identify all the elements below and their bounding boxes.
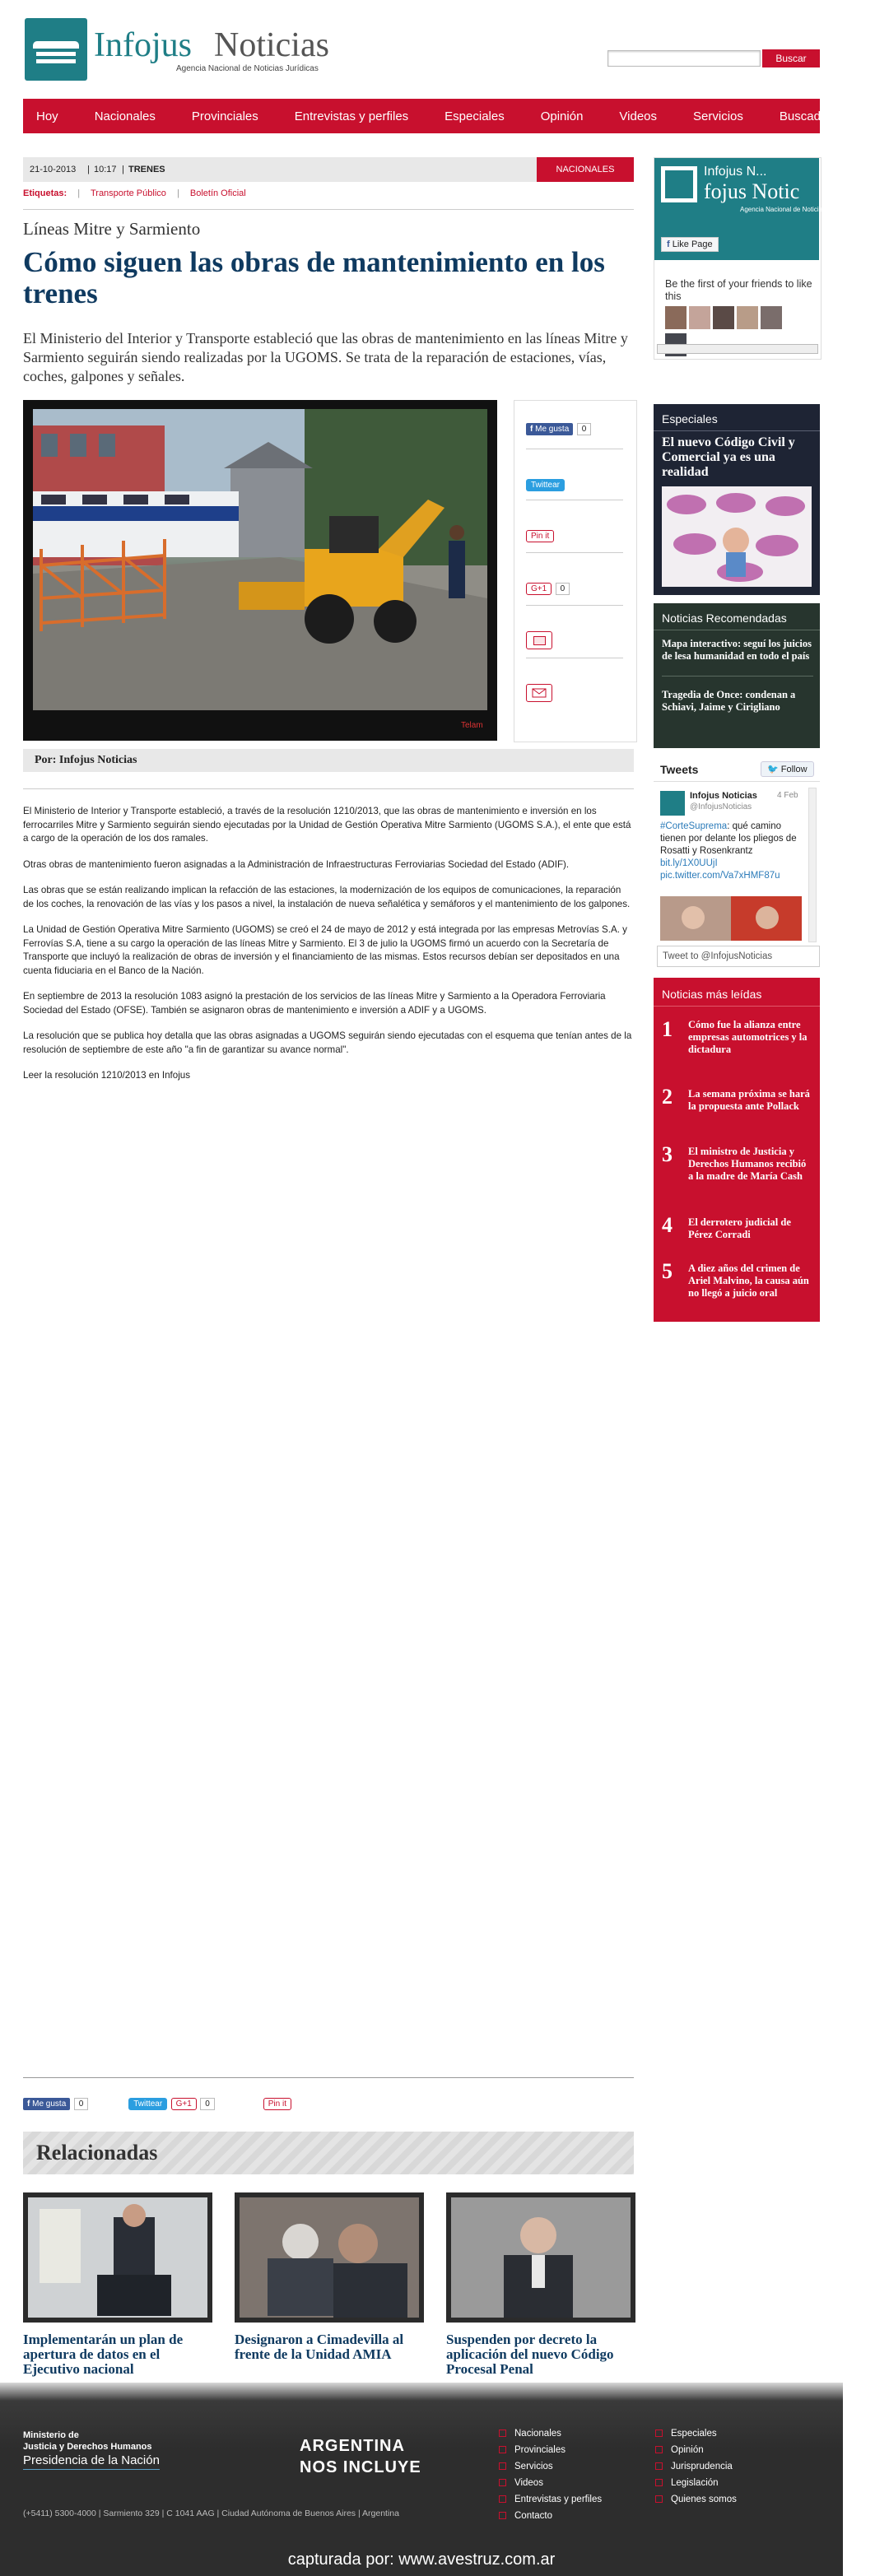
footer-link[interactable]: Contacto	[499, 2511, 552, 2521]
google-plus-count: 0	[556, 583, 570, 595]
email-icon[interactable]	[526, 684, 552, 702]
twitter-widget	[654, 755, 820, 972]
especiales-title[interactable]: El nuevo Código Civil y Comercial ya es una realidad	[662, 435, 795, 479]
facebook-cover[interactable]	[654, 158, 826, 260]
related-image[interactable]	[23, 2192, 212, 2323]
body-paragraph: Otras obras de mantenimiento fueron asignadas a la Administración de Infraestructuras Ferroviarias Sociedad del Estado (ADIF).	[23, 858, 570, 870]
footer-link[interactable]: Especiales	[655, 2429, 717, 2439]
site-footer	[0, 2383, 843, 2576]
article-category[interactable]: TRENES	[128, 165, 165, 174]
footer-ministry-line1: Ministerio de	[23, 2430, 79, 2440]
tweet-compose-input[interactable]: Tweet to @InfojusNoticias	[657, 946, 820, 967]
leida-item[interactable]: A diez años del crimen de Ariel Malvino, la causa aún no llegó a juicio oral	[688, 1262, 809, 1299]
especiales-label: Especiales	[662, 412, 718, 425]
recomendadas-widget	[654, 603, 820, 748]
tweet-avatar[interactable]	[660, 791, 685, 816]
photo-credit: Telam	[461, 721, 483, 730]
tweet-button[interactable]: Twittear	[128, 2098, 167, 2110]
facebook-faces	[665, 306, 805, 331]
like-page-button[interactable]: f Like Page	[661, 237, 719, 252]
tweet-link[interactable]: bit.ly/1X0UUjI	[660, 858, 718, 868]
related-heading: Relacionadas	[23, 2132, 634, 2174]
leida-item[interactable]: La semana próxima se hará la propuesta ante Pollack	[688, 1088, 810, 1112]
article-lead: El Ministerio del Interior y Transporte estableció que las obras de mantenimiento en las líneas Mitre y Sarmiento seguirán siendo realizadas por la UGOMS. Se trata de la reparación de estaciones, vías, coches, galpones y señales.	[23, 330, 628, 384]
facebook-like-button[interactable]: f Me gusta	[23, 2098, 70, 2110]
tags-row: Etiquetas: | Transporte Público | Boletín Oficial	[23, 188, 246, 198]
especiales-widget	[654, 404, 820, 595]
nav-item-provinciales[interactable]: Provinciales	[191, 109, 258, 123]
body-paragraph: El Ministerio de Interior y Transporte estableció, a través de la resolución 1210/2013, que las obras de mantenimiento e inversión en los ferrocarriles Mitre y Sarmiento seguirán siendo ejecutadas por la Unidad de Gestión Operativa Mitre Sarmiento (UGOMS S.A.), el ente que está a cargo de la operación de los dos ramales.	[23, 806, 631, 844]
tweet-text: #CorteSuprema: qué camino tienen por delante los pliegos de Rosatti y Rosenkrantz bit.ly/1X0UUjI pic.twitter.com/Va7xHMF87u	[660, 821, 797, 881]
footer-link[interactable]: Opinión	[655, 2445, 704, 2455]
related-title[interactable]: Implementarán un plan de apertura de datos en el Ejecutivo nacional	[23, 2332, 184, 2377]
facebook-scrollbar[interactable]	[657, 344, 818, 354]
search-button[interactable]: Buscar	[762, 49, 820, 67]
article-photo	[33, 409, 487, 710]
nav-item-videos[interactable]: Videos	[619, 109, 658, 123]
tweet-button[interactable]: Twittear	[526, 479, 565, 491]
facebook-like-count: 0	[74, 2098, 89, 2110]
nav-item-nacionales[interactable]: Nacionales	[94, 109, 156, 123]
nav-item-buscador[interactable]: Buscador Avanzado	[779, 109, 889, 123]
article-kicker: Líneas Mitre y Sarmiento	[23, 219, 201, 239]
footer-link[interactable]: Entrevistas y perfiles	[499, 2495, 602, 2504]
related-title[interactable]: Suspenden por decreto la aplicación del nuevo Código Procesal Penal	[446, 2332, 614, 2377]
tweet-image[interactable]	[660, 896, 802, 941]
nav-item-servicios[interactable]: Servicios	[693, 109, 743, 123]
nav-item-opinion[interactable]: Opinión	[540, 109, 584, 123]
brand-subtitle: Agencia Nacional de Noticias Jurídicas	[176, 64, 319, 73]
facebook-cover-sub: Agencia Nacional de Noticias	[740, 206, 826, 213]
brand-name-infojus[interactable]: Infojus	[94, 26, 192, 64]
leidas-label: Noticias más leídas	[662, 988, 762, 1001]
tweet-handle[interactable]: @InfojusNoticias	[690, 802, 752, 811]
tweet-hashtag[interactable]: #CorteSuprema	[660, 821, 728, 831]
body-paragraph: Las obras que se están realizando implican la refacción de las estaciones, la modernización de los equipos de comunicaciones, la reparación de los coches, la renovación de las vías y los pasos a nivel, la instalación de nueva señalética y semáforos y el mantenimiento de los galpones.	[23, 885, 631, 909]
tag-link[interactable]: Boletín Oficial	[189, 188, 246, 198]
tweets-label: Tweets	[660, 763, 699, 776]
train-works-illustration	[33, 409, 487, 710]
tweets-scrollbar[interactable]	[808, 788, 817, 942]
divider	[23, 2077, 634, 2078]
tweet-author[interactable]: Infojus Noticias	[690, 791, 757, 801]
leida-number: 1	[662, 1017, 673, 1041]
article-info-bar: 21-10-2013 | 10:17 | TRENES	[23, 157, 634, 182]
article-headline: Cómo siguen las obras de mantenimiento en los trenes	[23, 246, 605, 309]
leida-number: 5	[662, 1259, 673, 1283]
brand-name-noticias[interactable]: Noticias	[214, 26, 329, 64]
section-badge[interactable]: NACIONALES	[537, 157, 634, 182]
resolution-link[interactable]: Leer la resolución 1210/2013 en Infojus	[23, 1070, 191, 1081]
tag-link[interactable]: Transporte Público	[90, 188, 166, 198]
footer-address: (+5411) 5300-4000 | Sarmiento 329 | C 1041 AAG | Ciudad Autónoma de Buenos Aires | Argentina	[23, 2509, 399, 2518]
related-title[interactable]: Designaron a Cimadevilla al frente de la Unidad AMIA	[235, 2332, 404, 2362]
tweet-date[interactable]: 4 Feb	[777, 791, 798, 800]
share-column	[514, 400, 637, 742]
recomendada-item[interactable]: Tragedia de Once: condenan a Schiavi, Jaime y Cirigliano	[662, 689, 796, 713]
recomendadas-label: Noticias Recomendadas	[662, 611, 787, 625]
mas-leidas-widget	[654, 978, 820, 1322]
footer-link[interactable]: Legislación	[655, 2478, 719, 2488]
leida-item[interactable]: El derrotero judicial de Pérez Corradi	[688, 1216, 791, 1240]
related-image[interactable]	[235, 2192, 424, 2323]
nav-item-entrevistas[interactable]: Entrevistas y perfiles	[294, 109, 409, 123]
body-paragraph: La Unidad de Gestión Operativa Mitre Sarmiento (UGOMS) se creó el 24 de mayo de 2012 y está integrada por las empresas Metrovías S.A. y Ferrovías S.A, tiene a su cargo la operación de las líneas Mitre y Sarmiento. El 3 de julio la UGOMS firmó un acuerdo con la Secretaría de Transporte que incluyó la realización de obras de inversión y el financiamiento de las mismas. Estos recursos debían ser depositados en una cuenta fiduciaria en el Banco de la Nación.	[23, 924, 627, 976]
footer-presidency[interactable]: Presidencia de la Nación	[23, 2453, 160, 2470]
footer-link[interactable]: Provinciales	[499, 2445, 566, 2455]
footer-ministry-line2: Justicia y Derechos Humanos	[23, 2442, 152, 2452]
facebook-friends-text: Be the first of your friends to like this	[665, 278, 812, 302]
facebook-cover-text: fojus Notic	[704, 179, 800, 203]
divider	[23, 209, 634, 210]
footer-link[interactable]: Servicios	[499, 2462, 553, 2471]
nav-item-hoy[interactable]: Hoy	[36, 109, 58, 123]
google-plus-button[interactable]: G+1	[171, 2098, 197, 2110]
facebook-like-count: 0	[577, 423, 592, 435]
pin-it-button[interactable]: Pin it	[526, 530, 554, 542]
leida-item[interactable]: El ministro de Justicia y Derechos Humanos recibió a la madre de María Cash	[688, 1146, 807, 1182]
google-plus-button[interactable]: G+1	[526, 583, 552, 595]
search-input[interactable]	[607, 50, 761, 67]
footer-link[interactable]: Jurisprudencia	[655, 2462, 733, 2471]
facebook-like-button[interactable]: f Me gusta	[526, 423, 573, 435]
recomendada-item[interactable]: Mapa interactivo: seguí los juicios de lesa humanidad en todo el país	[662, 638, 812, 662]
divider	[23, 788, 634, 789]
article-body	[23, 805, 634, 1095]
nav-item-especiales[interactable]: Especiales	[444, 109, 505, 123]
body-paragraph: La resolución que se publica hoy detalla que las obras asignadas a UGOMS seguirán siendo ejecutadas con el esquema que tenían antes de la resolución de septiembre de este año "a fin de garantizar su avance normal".	[23, 1030, 632, 1055]
footer-link[interactable]: Nacionales	[499, 2429, 561, 2439]
tweet-link[interactable]: pic.twitter.com/Va7xHMF87u	[660, 871, 780, 881]
main-nav	[23, 99, 889, 133]
leida-number: 3	[662, 1142, 673, 1166]
related-image[interactable]	[446, 2192, 635, 2323]
especiales-image[interactable]	[662, 486, 812, 587]
article-date: 21-10-2013	[30, 165, 77, 174]
footer-slogan-line2: NOS INCLUYE	[300, 2458, 421, 2476]
article-byline: Por: Infojus Noticias	[23, 749, 634, 772]
google-plus-count: 0	[200, 2098, 215, 2110]
body-paragraph: En septiembre de 2013 la resolución 1083 asignó la prestación de los servicios de las líneas Mitre y Sarmiento a la Operadora Ferroviaria Sociedad del Estado (OFSE). También se asignaron obras de mantenimiento e inversión a ADIF y a UGOMS.	[23, 991, 606, 1016]
capture-watermark: capturada por: www.avestruz.com.ar	[287, 2550, 556, 2569]
footer-link[interactable]: Videos	[499, 2478, 543, 2488]
page-avatar	[661, 166, 697, 202]
leida-number: 2	[662, 1085, 673, 1109]
twitter-follow-button[interactable]: 🐦 Follow	[761, 761, 814, 777]
tags-label: Etiquetas:	[23, 188, 67, 198]
footer-slogan-line1: ARGENTINA	[300, 2437, 405, 2455]
pin-it-button[interactable]: Pin it	[263, 2098, 291, 2110]
print-icon[interactable]	[526, 631, 552, 649]
footer-link[interactable]: Quienes somos	[655, 2495, 737, 2504]
facebook-page-name[interactable]: Infojus N...	[704, 165, 767, 179]
leida-item[interactable]: Cómo fue la alianza entre empresas automotrices y la dictadura	[688, 1019, 808, 1055]
leida-number: 4	[662, 1213, 673, 1237]
article-time: 10:17	[94, 165, 117, 174]
bottom-share-bar	[23, 2095, 291, 2110]
infojus-logo-icon[interactable]	[25, 18, 87, 81]
